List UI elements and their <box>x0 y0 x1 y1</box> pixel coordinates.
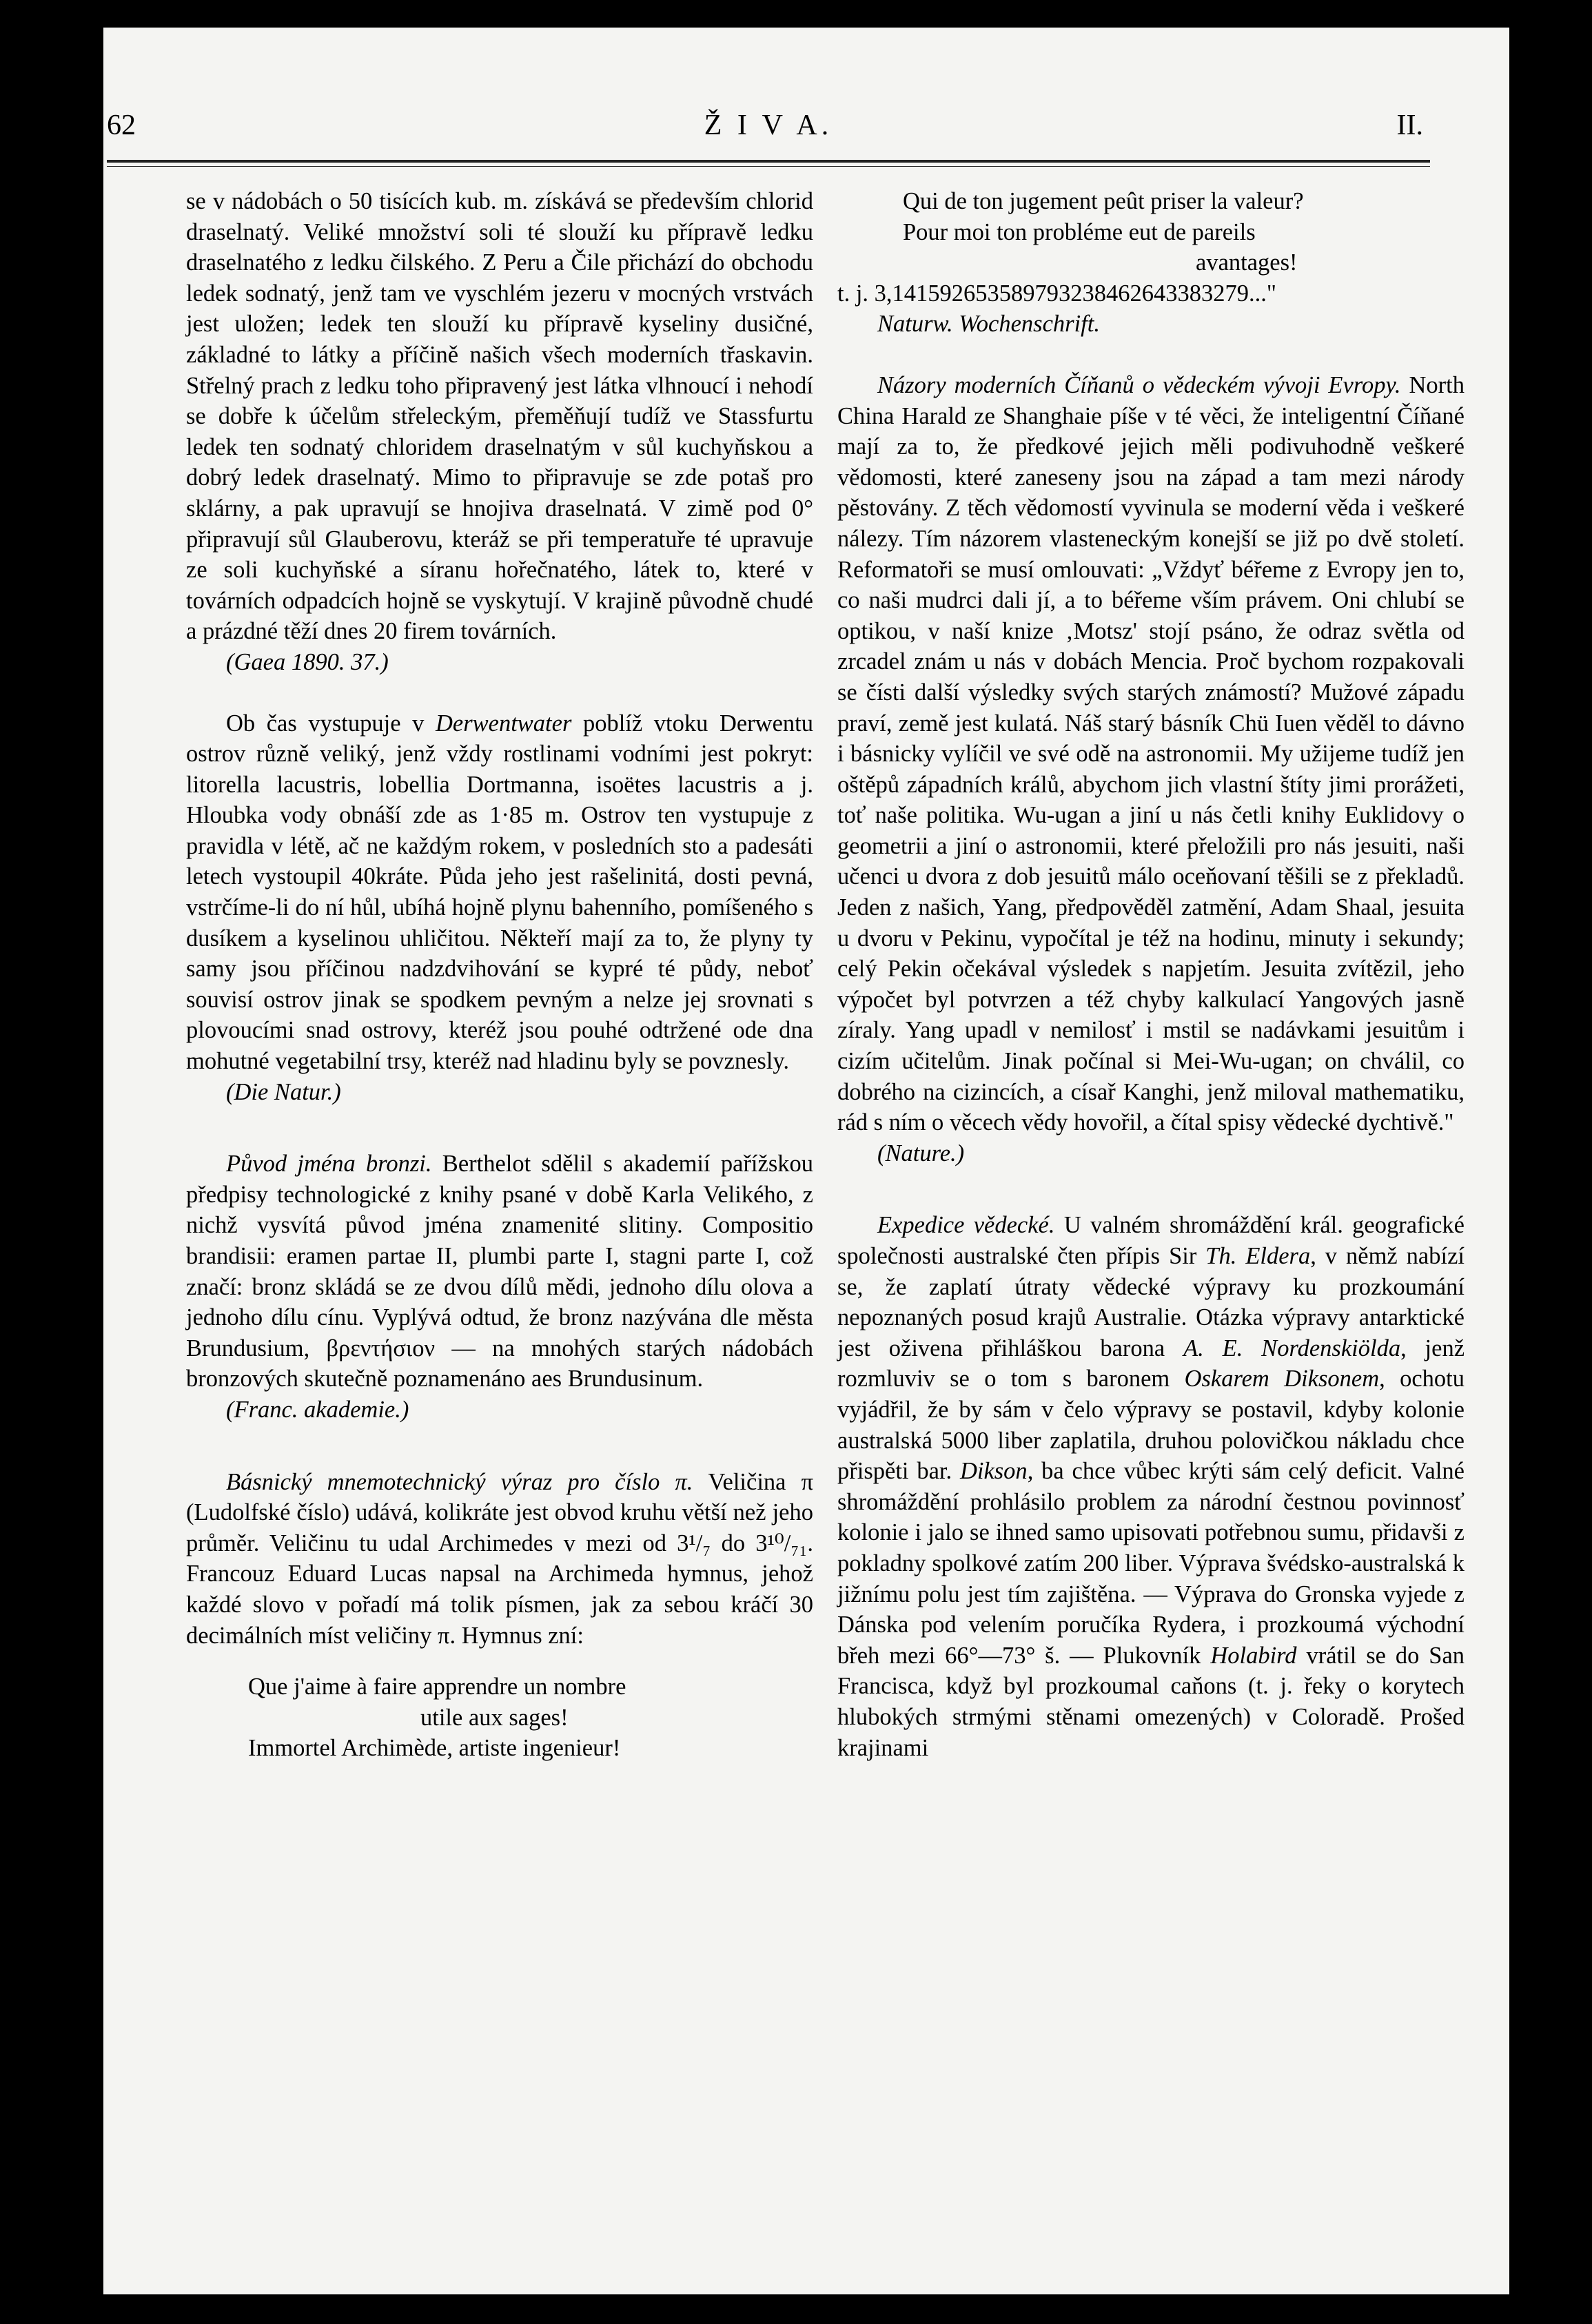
paragraph-pi: Básnický mnemotechnický výraz pro číslo π. Veličina π (Ludolfské číslo) udává, kolikráte jest obvod kruhu větší než jeho průměr. Veličinu tu udal Archimedes v mezi od 3¹/₇ do 3¹⁰/₇₁. Francouz Eduard Lucas napsal na Archimeda hymnus, jehož každé slovo v pořadí má tolik písmen, jak za sebou kráčí 30 decimálních míst veličiny π. Hymnus zní: <box>186 1468 813 1649</box>
pi-poem-right <box>837 186 1465 278</box>
paragraph-saltpeter: se v nádobách o 50 tisících kub. m. získává se především chlorid draselnatý. Veliké množství soli té slouží ku přípravě ledku draselnatého z ledku čilského. Z Peru a Čile přichází do obchodu ledek sodnatý, jenž tam ve vyschlém jezeru v mocných vrstvách jest uložen; ledek ten slouží ku přípravě kyseliny dusičné, základné to látky a příčině našich všech moderních třaskavin. Střelný prach z ledku toho připravený jest látka vlhnoucí i nehodí se dobře k účelům střeleckým, přeměňují tudíž ve Stassfurtu ledek ten sodnatý chloridem draselnatým v sůl kuchyňskou a dobrý ledek draselnatý. Mimo to připravuje se zde potaš pro sklárny, a pak upravují se hnojiva draselnatá. V zimě pod 0° připravují sůl Glauberovu, kteráž se při temperatuře té upravuje ze soli kuchyňské a síranu hořečnatého, látek to, které v továrních odpadcích hojně se vyskytují. V krajině původně chudé a prázdné těží dnes 20 firem továrních. <box>186 188 813 645</box>
left-column <box>186 186 813 1764</box>
poem-line: Pour moi ton probléme eut de pareils <box>903 218 1256 245</box>
person-name: Dikson <box>959 1458 1028 1485</box>
pi-digits: t. j. 3,141592653589793238462643383279..." <box>837 280 1277 307</box>
source-naturw: Naturw. Wochenschrift. <box>877 311 1100 338</box>
paragraph-expeditions: Expedice vědecké. U valném shromáždění král. geografické společnosti australské čten přípis Sir Th. Eldera, v němž nabízí se, že zaplatí útraty vědecké výpravy ku prozkoumání nepoznaných posud krajů Australie. Otázka výpravy antarktické jest oživena přihláškou barona A. E. Nordenskiölda, jenž rozmluviv se o tom s baronem Oskarem Diksonem, ochotu vyjádřil, že by sám v čelo výpravy se postavil, kdyby kolonie australská 5000 liber zaplatila, druhou polovičkou nákladu chce přispěti bar. Dikson, ba chce vůbec krýti sám celý deficit. Valné shromáždění prohlásilo problem za národní čestnou povinnosť kolonie i jalo se ihned samo upisovati potřebnou sumu, přidavši z pokladny spolkové zatím 200 liber. Výprava švédsko-australská k jižnímu polu jest tím zajištěna. — Výprava do Gronska vyjede z Dánska pod velením poručíka Rydera, i prozkoumá východní břeh mezi 66°—73° š. — Plukovník Holabird vrátil se do San Francisca, když byl prozkoumal caňons (t. j. řeky o korytech hlubokých strmými stěnami omezených) v Coloradě. Prošed krajinami <box>837 1212 1465 1761</box>
person-name: Oskarem Diksonem <box>1184 1366 1380 1392</box>
person-name: A. E. Nordenskiölda <box>1183 1335 1401 1361</box>
journal-title: Ž I V A. <box>704 110 833 141</box>
volume-number: II. <box>1396 110 1423 141</box>
person-name: Th. Eldera <box>1205 1243 1311 1269</box>
paragraph-bronze: Původ jména bronzi. Berthelot sdělil s akademií pařížskou předpisy technologické z knihy psané v době Karla Velikého, z nichž vysvítá původ jména znamenité slitiny. Compositio brandisii: eramen partae II, plumbi parte I, stagni parte I, což značí: bronz skládá se ze dvou dílů mědi, jednoho dílu olova a jednoho dílu cínu. Vyplývá odtud, že bronz nazývána dle města Brundusium, βρεντήσιον — na mnohých starých nádobách bronzových skutečně poznamenáno aes Brundusinum. <box>186 1151 814 1392</box>
person-name: Holabird <box>1210 1642 1297 1669</box>
poem-line: Que j'aime à faire apprendre un nombre <box>248 1674 626 1700</box>
source-franc-akademie: (Franc. akademie.) <box>226 1396 409 1423</box>
poem-line: utile aux sages! <box>420 1704 569 1731</box>
article-title-pi: Básnický mnemotechnický výraz pro číslo π. <box>226 1468 693 1495</box>
poem-line: avantages! <box>1196 249 1298 276</box>
poem-line: Qui de ton jugement peût priser la valeur? <box>903 188 1304 214</box>
right-column <box>837 186 1465 1763</box>
paragraph-derwentwater: Ob čas vystupuje v Derwentwater poblíž vtoku Derwentu ostrov různě veliký, jenž vždy rostlinami vodními jest pokryt: litorella lacustris, lobellia Dortmanna, isoëtes lacustris a j. Hloubka vody obnáší zde as 1·85 m. Ostrov ten vystupuje z pravidla v létě, ač ne každým rokem, v posledních sto a padesáti letech vystoupil 40kráte. Půda jeho jest rašelinitá, dosti pevná, vstrčíme-li do ní hůl, ubíhá hojně plynu bahenního, pomíšeného s dusíkem a kyselinou uhličitou. Někteří mají za to, že plyny ty samy jsou příčinou nadzdvihování se kypré té půdy, neboť souvisí ostrov jinak se spodkem pevným a nelze jej srovnati s plovoucími snad ostrovy, kteréž jsou pouhé odtržené ode dna mohutné vegetabilní trsy, kteréž nad hladinu byly se povznesly. <box>186 710 813 1075</box>
running-header <box>107 103 1430 152</box>
article-title-bronze: Původ jména bronzi. <box>226 1151 432 1178</box>
pi-poem-left <box>186 1672 813 1764</box>
header-rule-thin <box>107 166 1430 167</box>
poem-line: Immortel Archimède, artiste ingenieur! <box>248 1735 621 1762</box>
source-die-natur: (Die Natur.) <box>226 1078 341 1105</box>
source-nature: (Nature.) <box>877 1140 965 1166</box>
source-gaea: (Gaea 1890. 37.) <box>226 648 389 675</box>
article-title-chinese: Názory moderních Číňanů o vědeckém vývoji Evropy. <box>877 371 1401 398</box>
article-title-derwentwater: Derwentwater <box>435 710 572 737</box>
page-number: 62 <box>107 110 136 141</box>
article-title-expeditions: Expedice vědecké. <box>877 1212 1055 1239</box>
paragraph-chinese: Názory moderních Číňanů o vědeckém vývoji Evropy. North China Harald ze Shanghaie píše v té věci, že inteligentní Číňané mají za to, že předkové jejich měli podivuhodně veškeré vědomosti, které zaneseny jsou na západ a tam mezi národy pěstovány. Z těch vědomostí vyvinula se moderní věda i veškeré nálezy. Tím názorem vlasteneckým konejší se již po dvě století. Reformatoři se musí omlouvati: „Vždyť béřeme z Evropy jen to, co naši mudrci dali jí, a to béřeme vším právem. Oni chlubí se optikou, v naší knize ‚Motsz' stojí psáno, že odraz světla od zrcadel znám u nás v dobách Mencia. Proč bychom rozpakovali se čísti další výsledky svých starých známostí? Mužové západu praví, země jest kulatá. Náš starý básník Chü Iuen věděl to dávno i básnicky vylíčil ve své odě na astronomii. My užijeme tudíž jen oštěpů západních králů, abychom jich vlastní štíty jimi prorážeti, toť naše politika. Wu-ugan a jiní u nás četli knihy Euklidovy o geometrii a jiní o astronomii, které přeložili pro nás jesuiti, naši učenci u dvora z dob jesuitů málo oceňovaní těšili se z překladů. Jeden z našich, Yang, předpověděl zatmění, Adam Shaal, jesuita u dvoru v Pekinu, vypočítal je též na hodinu, minuty i sekundy; celý Pekin očekával výsledek s napjetím. Jesuita zvítězil, jeho výpočet byl potvrzen a též chyby kalkulací Yangových jasně zíraly. Yang upadl v nemilosť i mstil se nadávkami jesuitům i cizím učitelům. Jinak počínal si Mei-Wu-ugan; on chválil, co dobrého na cizincích, a císař Kanghi, jenž miloval mathematiku, rád s ním o věcech vědy hovořil, a čítal spisy vědecké dychtivě." <box>837 371 1465 1136</box>
header-rule-thick <box>107 160 1430 163</box>
